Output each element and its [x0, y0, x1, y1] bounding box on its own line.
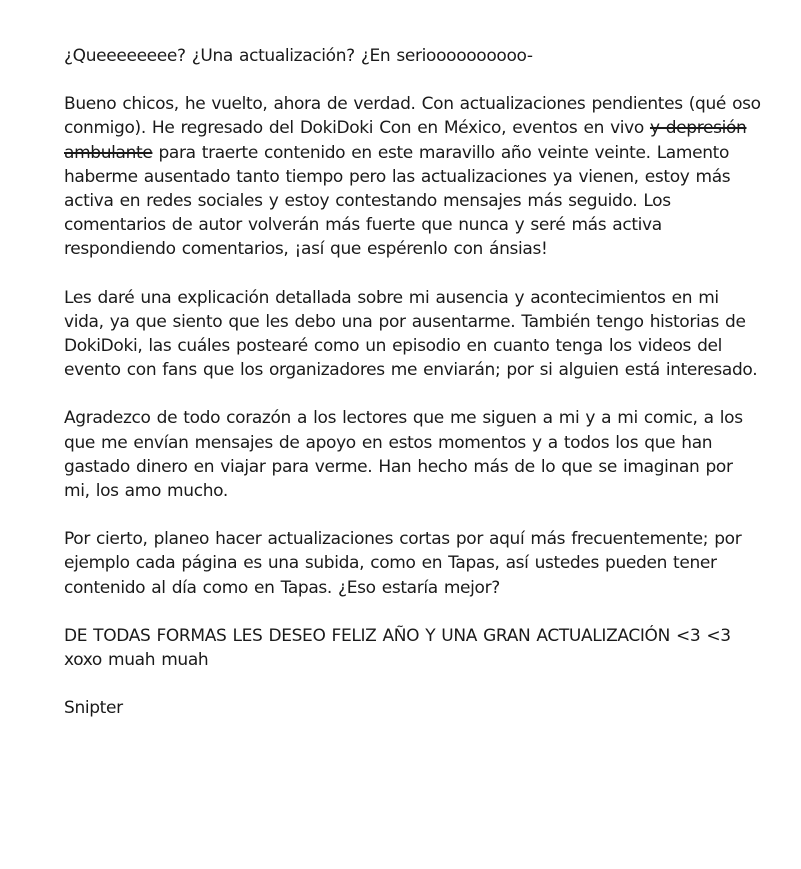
paragraph-return-text-start: Bueno chicos, he vuelto, ahora de verdad. Con actualizaciones pendientes (qué oso conmigo). He regresado del DokiDoki Con en México, eventos en vivo: [64, 94, 761, 139]
opening-line: ¿Queeeeeeee? ¿Una actualización? ¿En serioooooooooo-: [64, 46, 533, 66]
paragraph-update-plan: Por cierto, planeo hacer actualizaciones cortas por aquí más frecuentemente; por ejemplo cada página es una subida, como en Tapas, así ustedes pueden tener contenido al día como en Tapas. ¿Eso estaría mejor?: [64, 529, 742, 598]
signature: Snipter: [64, 698, 123, 719]
paragraph-explanation: Les daré una explicación detallada sobre mi ausencia y acontecimientos en mi vida, ya que siento que les debo una por ausentarme. También tengo historias de DokiDoki, las cuáles postearé como un episodio en cuanto tenga los videos del evento con fans que los organizadores me enviarán; por si alguien está interesado.: [64, 287, 758, 381]
paragraph-return-text-end: para traerte contenido en este maravillo año veinte veinte. Lamento haberme ausentado tanto tiempo pero las actualizaciones ya vienen, estoy más activa en redes sociales y estoy contestando mensajes más seguido. Los comentarios de autor volverán más fuerte que nunca y seré más activa respondiendo comentarios, ¡así que espérenlo con ánsias!: [64, 142, 731, 260]
closing-greeting: DE TODAS FORMAS LES DESEO FELIZ AÑO Y UNA GRAN ACTUALIZACIÓN <3 <3: [64, 625, 731, 646]
closing-block: [64, 624, 764, 672]
paragraph-return: [64, 92, 764, 261]
paragraph-thanks: Agradezco de todo corazón a los lectores que me siguen a mi y a mi comic, a los que me envían mensajes de apoyo en estos momentos y a todos los que han gastado dinero en viajar para verme. Han hecho más de lo que se imaginan por mi, los amo mucho.: [64, 408, 743, 502]
author-note: [64, 44, 764, 744]
struck-through-text: y depresión ambulante: [64, 118, 747, 163]
closing-kisses: xoxo muah muah: [64, 650, 209, 671]
